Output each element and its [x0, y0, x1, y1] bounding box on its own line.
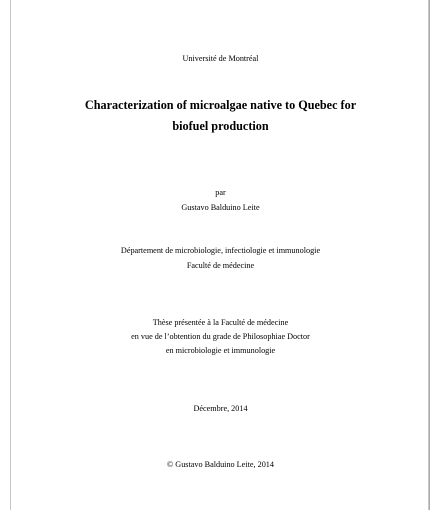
thesis-title-line-1: Characterization of microalgae native to Quebec for — [84, 98, 357, 112]
thesis-statement-line-2: en vue de l’obtention du grade de Philosophiae Doctor — [131, 332, 310, 341]
faculty-name: Faculté de médecine — [186, 261, 255, 270]
submission-date: Décembre, 2014 — [193, 404, 248, 413]
document-page — [10, 0, 430, 510]
thesis-title-line-2: biofuel production — [172, 119, 269, 133]
by-label: par — [215, 188, 226, 197]
thesis-statement-line-1: Thèse présentée à la Faculté de médecine — [152, 318, 289, 327]
copyright-notice: © Gustavo Balduino Leite, 2014 — [167, 460, 274, 469]
thesis-statement-line-3: en microbiologie et immunologie — [165, 346, 276, 355]
author-name: Gustavo Balduino Leite — [181, 203, 260, 212]
institution-name: Université de Montréal — [182, 54, 259, 63]
department-name: Département de microbiologie, infectiologie et immunologie — [120, 246, 321, 255]
